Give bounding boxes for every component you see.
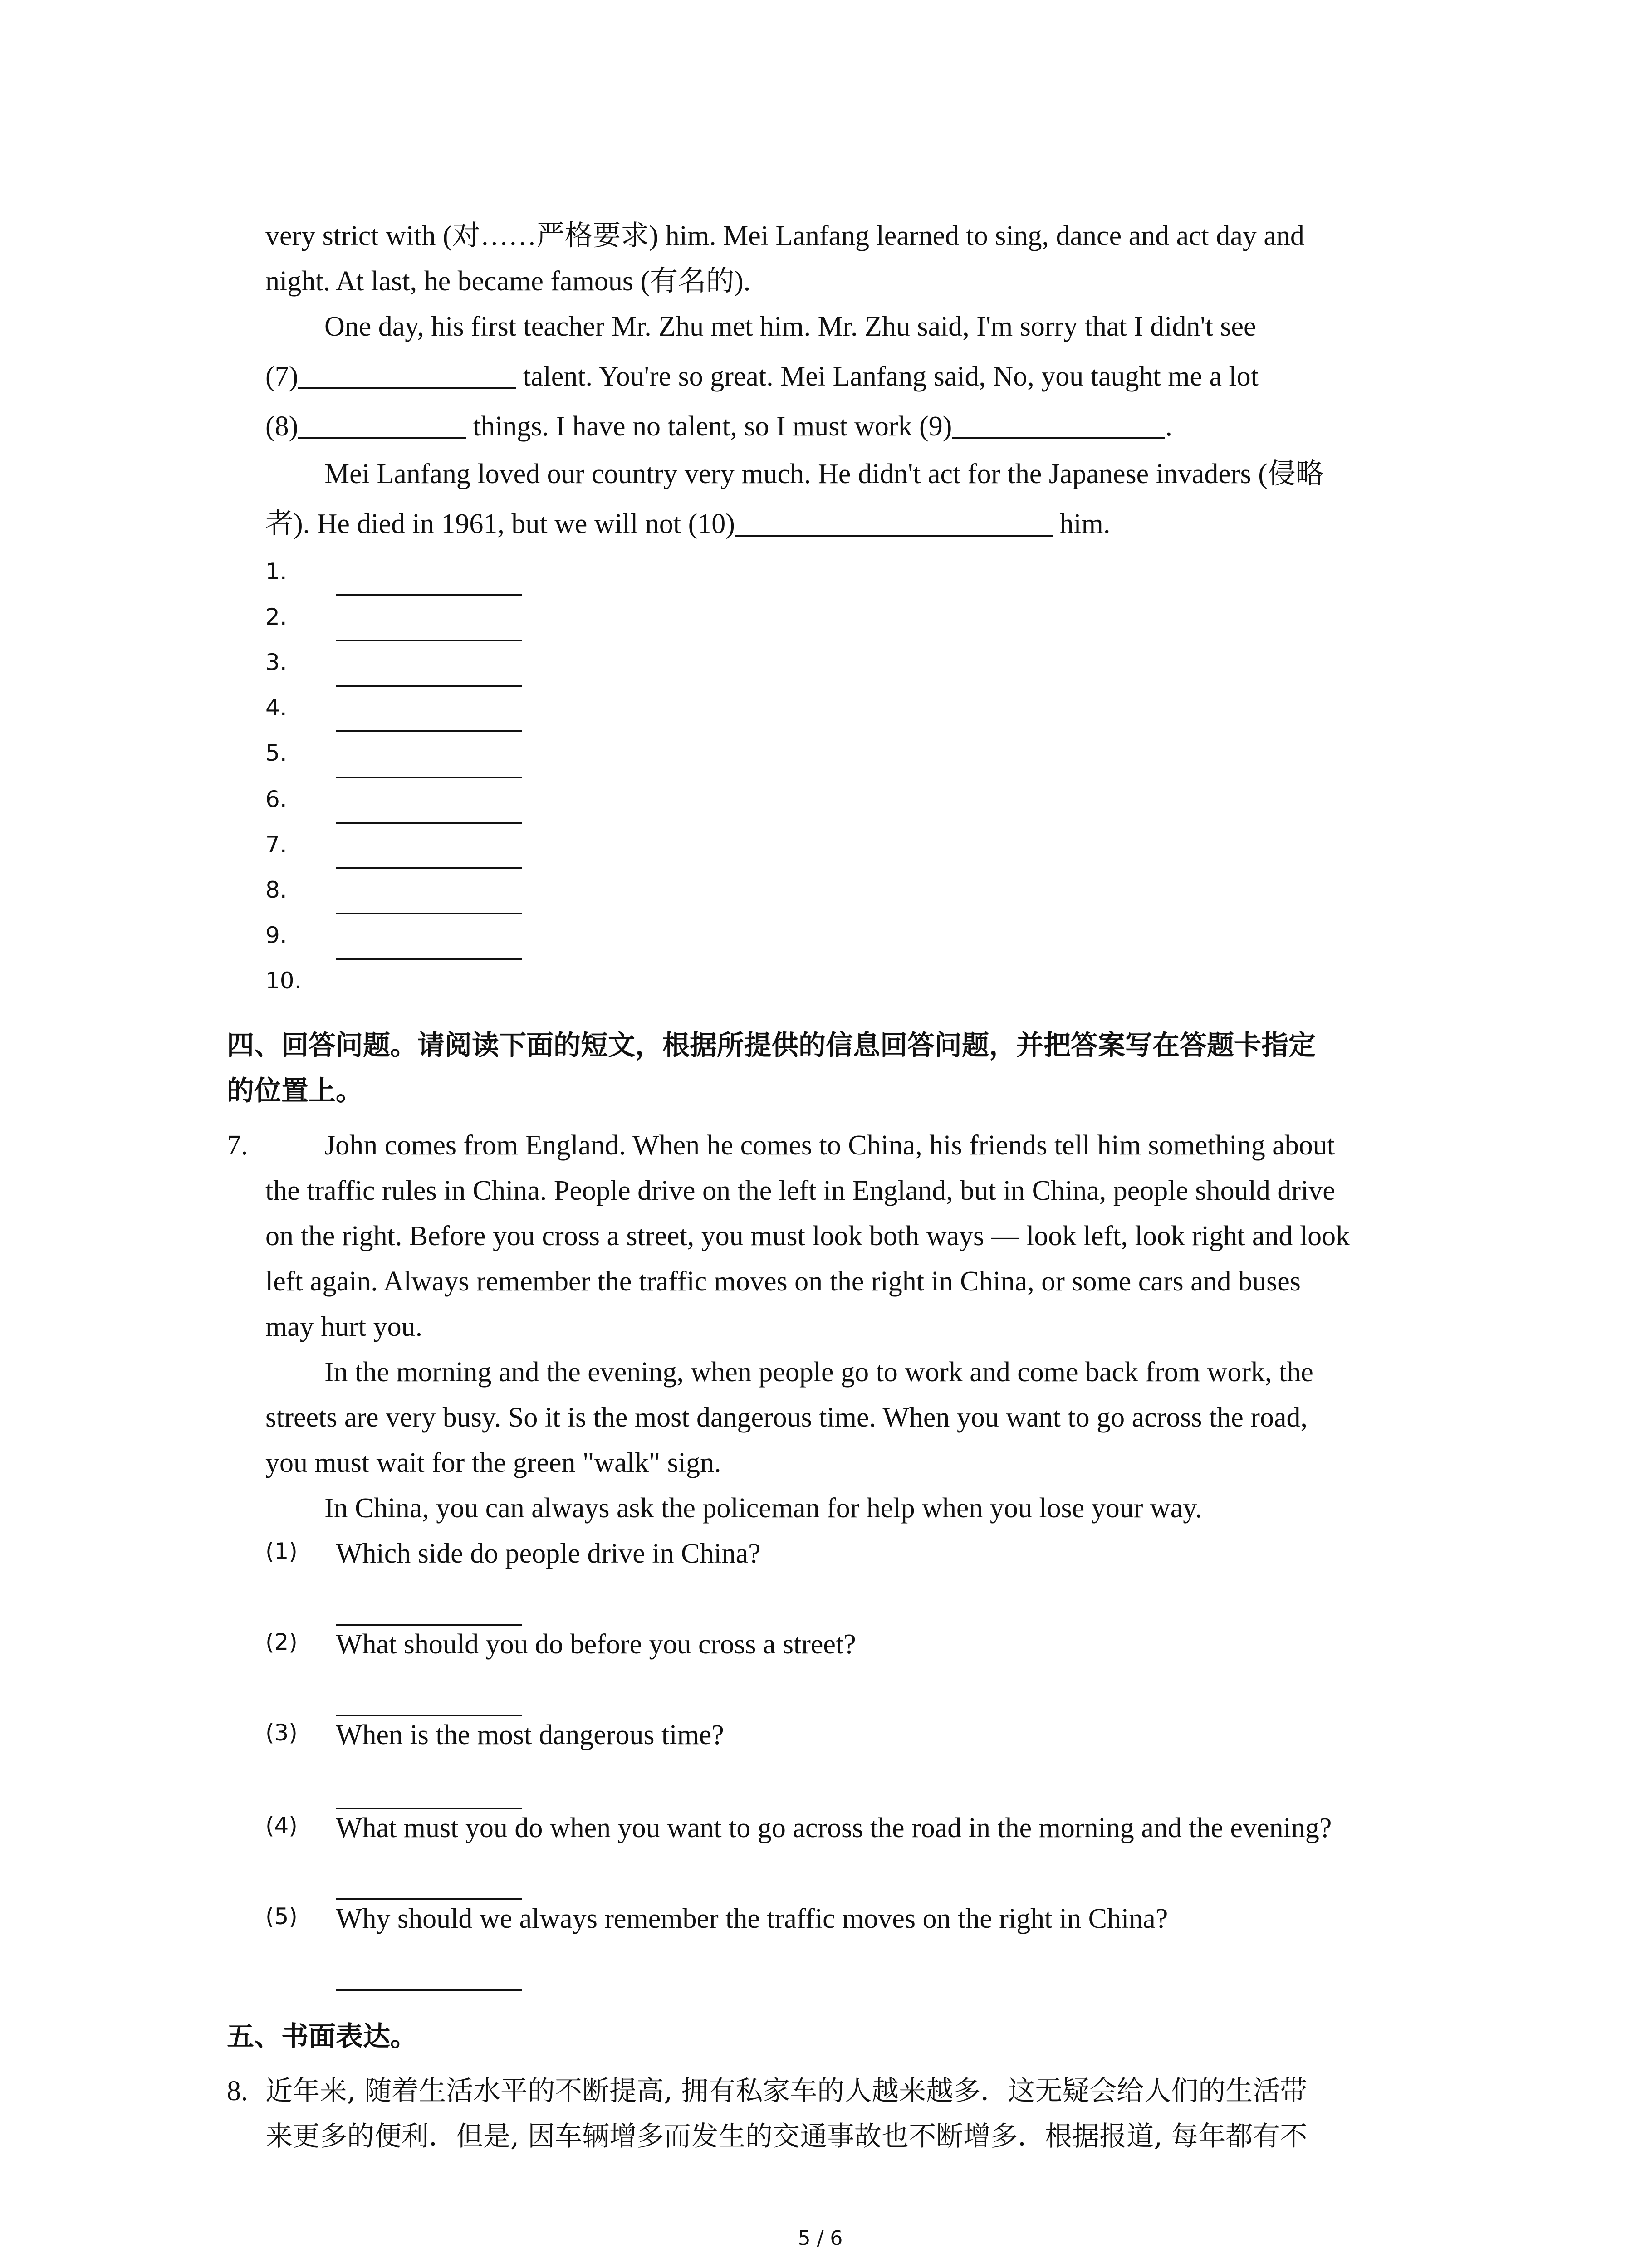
blank-9[interactable] [952,406,1165,439]
blank-7[interactable] [298,356,516,389]
answer-line[interactable] [336,913,522,914]
answer-line[interactable] [336,640,522,641]
question-number: 7. [227,1130,248,1161]
answer-number: 2. [265,604,287,630]
answer-line[interactable] [336,822,522,824]
passage-line: Mei Lanfang loved our country very much. He didn't act for the Japanese invaders (侵略 [324,459,1324,489]
sub-question-text: Why should we always remember the traffic moves on the right in China? [336,1903,1168,1934]
answer-number: 9. [265,922,287,948]
passage-line: In the morning and the evening, when people go to work and come back from work, the [324,1357,1313,1388]
answer-number: 1. [265,558,287,585]
blank-label: (8) [265,411,299,442]
sub-question-text: Which side do people drive in China? [336,1538,761,1569]
prompt-line: 来更多的便利．但是, 因车辆增多而发生的交通事故也不断增多．根据报道, 每年都有不 [265,2121,1308,2152]
blank-8[interactable] [298,406,466,439]
passage-line: left again. Always remember the traffic moves on the right in China, or some cars and buses [265,1266,1301,1297]
answer-number: 8. [265,877,287,903]
sub-question-text: What must you do when you want to go across the road in the morning and the evening? [336,1813,1332,1843]
answer-line[interactable] [336,958,522,960]
passage-text: talent. You're so great. Mei Lanfang said, No, you taught me a lot [516,361,1259,392]
answer-number: 7. [265,831,287,858]
section-heading: 五、书面表达。 [227,2021,417,2053]
sub-question-number: (5) [265,1903,298,1930]
sub-question-text: When is the most dangerous time? [336,1720,724,1750]
answer-number: 6. [265,786,287,812]
passage-line [265,404,1172,449]
prompt-line: 近年来, 随着生活水平的不断提高, 拥有私家车的人越来越多．这无疑会给人们的生活带 [265,2075,1308,2107]
section-heading: 四、回答问题。请阅读下面的短文，根据所提供的信息回答问题，并把答案写在答题卡指定 [227,1030,1316,1061]
passage-text: things. I have no talent, so I must work (9) [466,411,952,442]
passage-line: on the right. Before you cross a street, you must look both ways — look left, look right and look [265,1221,1350,1251]
passage-line: John comes from England. When he comes to China, his friends tell him something about [324,1130,1335,1161]
answer-number: 5. [265,740,287,766]
passage-line: In China, you can always ask the policeman for help when you lose your way. [324,1493,1202,1524]
answer-number: 10. [265,968,302,994]
sub-question-text: What should you do before you cross a street? [336,1629,856,1660]
answer-number: 3. [265,649,287,675]
sub-question-number: (3) [265,1720,298,1746]
answer-line[interactable] [336,1989,522,1991]
passage-line: the traffic rules in China. People drive on the left in England, but in China, people should drive [265,1175,1335,1206]
passage-line: may hurt you. [265,1311,423,1342]
blank-label: (7) [265,361,299,392]
page-number: 5 / 6 [798,2227,843,2250]
passage-line [265,354,1259,399]
passage-text: 者). He died in 1961, but we will not (10) [265,508,735,539]
answer-line[interactable] [336,867,522,869]
passage-text: . [1165,411,1172,442]
passage-line: you must wait for the green "walk" sign. [265,1447,721,1478]
answer-line[interactable] [336,685,522,687]
sub-question-number: (1) [265,1538,298,1564]
passage-line: One day, his first teacher Mr. Zhu met him. Mr. Zhu said, I'm sorry that I didn't see [324,311,1256,342]
sub-question-number: (4) [265,1813,298,1839]
section-heading: 的位置上。 [227,1075,363,1107]
blank-10[interactable] [735,503,1053,537]
answer-number: 4. [265,694,287,721]
answer-line[interactable] [336,730,522,732]
answer-line[interactable] [336,777,522,778]
passage-line: very strict with (对……严格要求) him. Mei Lanfang learned to sing, dance and act day and [265,220,1304,251]
passage-line: night. At last, he became famous (有名的). [265,266,751,297]
passage-text: him. [1052,508,1111,539]
question-number: 8. [227,2076,248,2107]
sub-question-number: (2) [265,1629,298,1655]
passage-line [265,501,1110,547]
passage-line: streets are very busy. So it is the most dangerous time. When you want to go across the road, [265,1402,1308,1433]
answer-line[interactable] [336,594,522,596]
